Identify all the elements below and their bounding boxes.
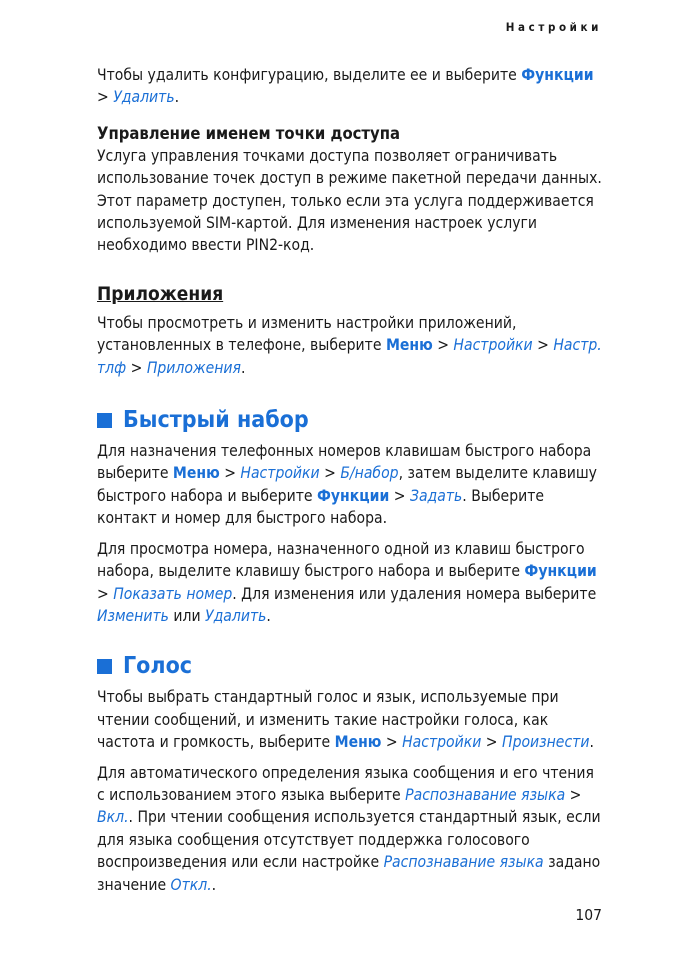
menu-path-settings: Настройки [240, 464, 320, 483]
text: Чтобы просмотреть и изменить настройки приложений, установленных в телефоне, выберите [97, 313, 517, 355]
speed-dial-heading [97, 405, 602, 435]
text: . Для изменения или удаления номера выберите [232, 584, 597, 603]
separator: > [219, 464, 241, 483]
menu-path-menu: Меню [385, 336, 433, 355]
menu-path-phone-settings: Настр. тлф [97, 336, 602, 377]
apps-paragraph [97, 312, 602, 379]
page-number: 107 [575, 906, 602, 924]
text: Для назначения телефонных номеров клавишам быстрого набора выберите [97, 442, 592, 483]
menu-path-delete: Удалить [113, 88, 175, 107]
menu-path-menu: Меню [334, 733, 382, 752]
speed-dial-paragraph-2 [97, 538, 602, 628]
voice-heading [97, 651, 602, 681]
menu-path-show-number: Показать номер [113, 584, 233, 603]
separator: > [319, 464, 341, 483]
speed-dial-paragraph-1 [97, 440, 602, 530]
separator: > [565, 785, 582, 804]
text: Чтобы выбрать стандартный голос и язык, используемые при чтении сообщений, и изменить такие настройки голоса, как частота и громкость, выберите [97, 688, 559, 752]
separator: > [389, 486, 410, 505]
text: . [174, 88, 180, 107]
separator: > [532, 336, 554, 355]
menu-path-speed-dial: Б/набор [340, 464, 399, 483]
access-point-paragraph: Услуга управления точками доступа позволяет ограничивать использование точек доступ в режиме пакетной передачи данных. Этот параметр доступен, только если эта услуга поддерживается используемой SIM-картой. Для изменения настроек услуги необходимо ввести PIN2-код. [97, 146, 602, 255]
menu-path-settings: Настройки [453, 336, 533, 355]
menu-path-off: Откл. [170, 875, 212, 894]
menu-path-assign: Задать [409, 486, 463, 505]
section-square-icon [97, 413, 112, 428]
text: . [589, 733, 594, 752]
text: . [240, 358, 246, 377]
section-square-icon [97, 659, 112, 674]
menu-path-functions: Функции [521, 66, 594, 84]
separator: > [432, 336, 454, 355]
menu-path-speak: Произнести [502, 733, 590, 752]
separator: > [126, 358, 147, 377]
page-content [97, 64, 602, 904]
running-header: Настройки [505, 20, 602, 34]
text: . Выберите контакт и номер для быстрого набора. [97, 486, 545, 528]
speed-dial-title: Быстрый набор [123, 407, 309, 434]
text: . [266, 606, 271, 625]
menu-path-applications: Приложения [146, 358, 241, 377]
text: или [168, 606, 206, 625]
text: Чтобы удалить конфигурацию, выделите ее и выберите [97, 66, 522, 84]
menu-path-on: Вкл. [97, 808, 129, 827]
access-point-heading: Управление именем точки доступа [97, 123, 400, 143]
text: Для автоматического определения языка сообщения и его чтения с использованием этого языка выберите [97, 763, 594, 804]
voice-title: Голос [123, 653, 193, 680]
text: . [211, 875, 217, 894]
text: задано значение [97, 853, 601, 894]
menu-path-delete: Удалить [205, 606, 267, 625]
voice-paragraph-2 [97, 762, 602, 896]
text: Для просмотра номера, назначенного одной из клавиш быстрого набора, выделите клавишу быстрого набора и выберите [97, 539, 585, 581]
menu-path-menu: Меню [172, 464, 220, 483]
menu-path-change: Изменить [97, 606, 169, 625]
apps-heading: Приложения [97, 282, 224, 305]
menu-path-settings: Настройки [402, 733, 482, 752]
menu-path-functions: Функции [316, 486, 390, 505]
separator: > [381, 733, 403, 752]
menu-path-language-recognition: Распознавание языка [405, 785, 566, 804]
separator: > [97, 88, 114, 107]
voice-paragraph-1 [97, 686, 602, 753]
separator: > [481, 733, 503, 752]
menu-path-language-recognition: Распознавание языка [383, 853, 544, 872]
text: . При чтении сообщения используется стандартный язык, если для языка сообщения отсутствует поддержка голосового воспроизведения или если настройке [97, 808, 601, 872]
text: , затем выделите клавишу быстрого набора и выберите [97, 464, 597, 505]
intro-paragraph [97, 64, 602, 109]
separator: > [97, 584, 114, 603]
menu-path-functions: Функции [524, 562, 597, 581]
